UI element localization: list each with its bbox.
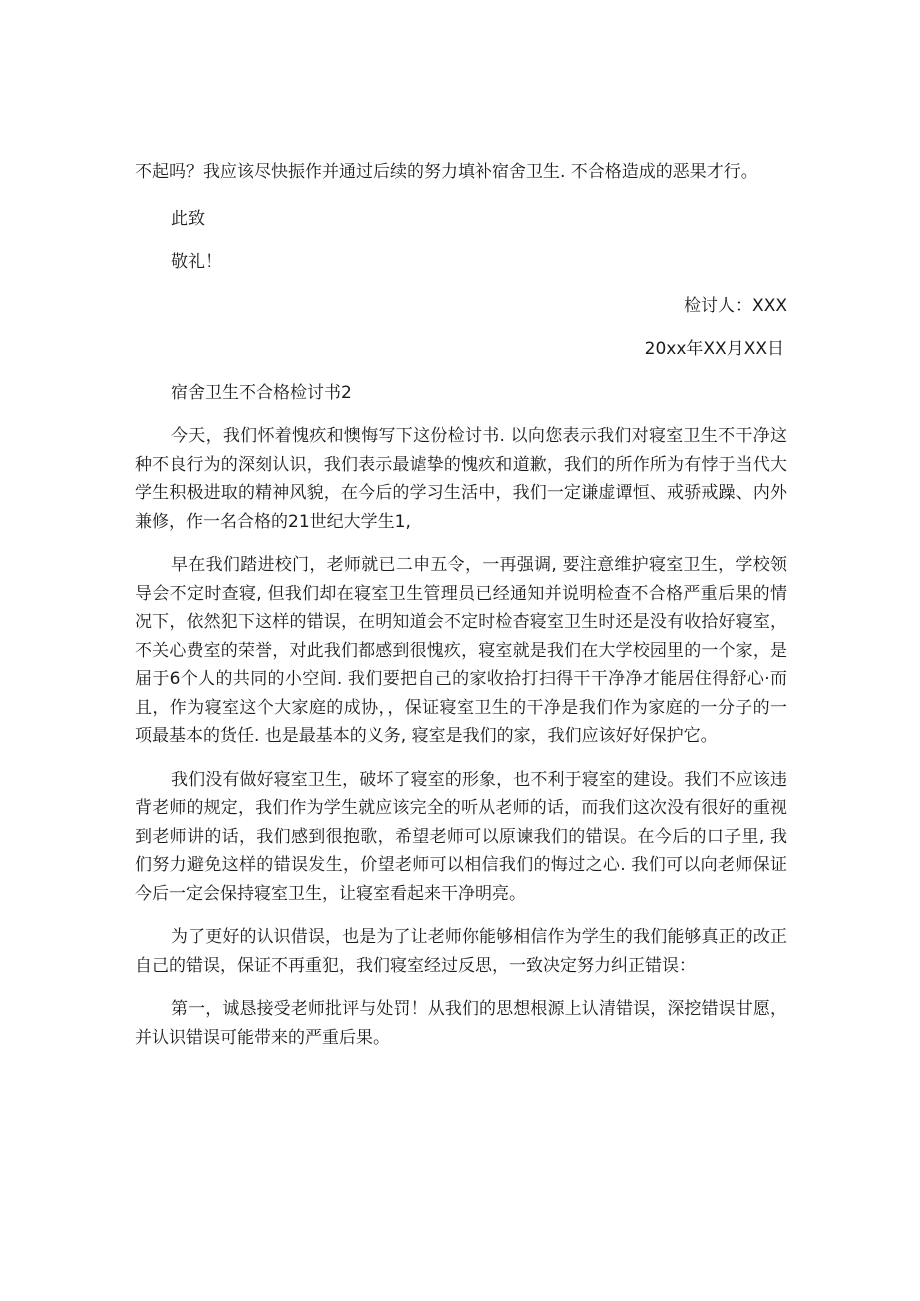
letter-title: 宿舍卫生不合格检讨书2 bbox=[171, 382, 352, 403]
body-paragraph: 早在我们踏进校门，老师就已二申五令，一再强调, 要注意维护寝室卫生，学校领导会不定时查寝, 但我们却在寝室卫生管理员已经通知并说明检查不合格严重后果的情况下，依然犯下这样的错误，在明知道会不定时检杳寝室卫生时还是没有收拾好寝室，不关心费室的荣誉，对此我们都感到很愧疚，寝室就是我们在大学校园里的一个家，是届于6个人的共同的小空间. 我们要把自己的家收拾打扫得干干净净才能居住得舒心·而且，作为寝室这个大家庭的成协，，保证寝室卫生的干净是我们作为家庭的一分子的一项最基本的货任. 也是最基本的义务, 寝室是我们的家，我们应该好好保护它。 bbox=[135, 555, 787, 746]
body-paragraph: 我们没有做好寝室卫生，破坏了寝室的形象，也不利于寝室的建设。我们不应该违背老师的规定，我们作为学生就应该完全的听从老师的话，而我们这次没有很好的重视到老师讲的话，我们感到很抱歌，希望老师可以原谏我们的错误。在今后的口子里, 我们努力避免这样的错误发生，价望老师可以相信我们的悔过之心. 我们可以向老师保证今后一定会保持寝室卫生，让寝室看起来干净明亮。 bbox=[135, 769, 787, 904]
closing-regards: 敬礼！ bbox=[171, 252, 222, 272]
body-paragraph: 今天，我们怀着愧疚和懊悔写下这份检讨书. 以向您表示我们对寝室卫生不干净这种不良行为的深刻认识，我们表示最谑挚的愧疚和道歉，我们的所作所为有悖于当代大学生积极进取的精神风貌，在今后的学习生活中，我们一定谦虚谭恒、戒骄戒躁、内外兼修，作一名合格的21世纪大学生1, bbox=[135, 426, 787, 532]
date-line: 20xx年XX月XX日 bbox=[644, 339, 784, 359]
body-paragraph: 为了更好的认识借误，也是为了让老师你能够相信作为学生的我们能够真正的改正自己的错误，保证不再重犯，我们寝室经过反思，一致决定努力纠正错误： bbox=[135, 927, 787, 976]
document-body bbox=[135, 158, 787, 1052]
body-paragraph: 第一，诚恳接受老师批评与处罚！从我们的思想根源上认清错误，深挖错误甘愿，并认识错误可能带来的严重后果。 bbox=[135, 999, 787, 1048]
previous-letter-tail: 不起吗？我应该尽快振作并通过后续的努力填补宿舍卫生. 不合格造成的恶果才行。 bbox=[135, 162, 758, 182]
signature-line: 检讨人：XXX bbox=[684, 295, 787, 316]
closing-salutation: 此致 bbox=[171, 208, 205, 229]
